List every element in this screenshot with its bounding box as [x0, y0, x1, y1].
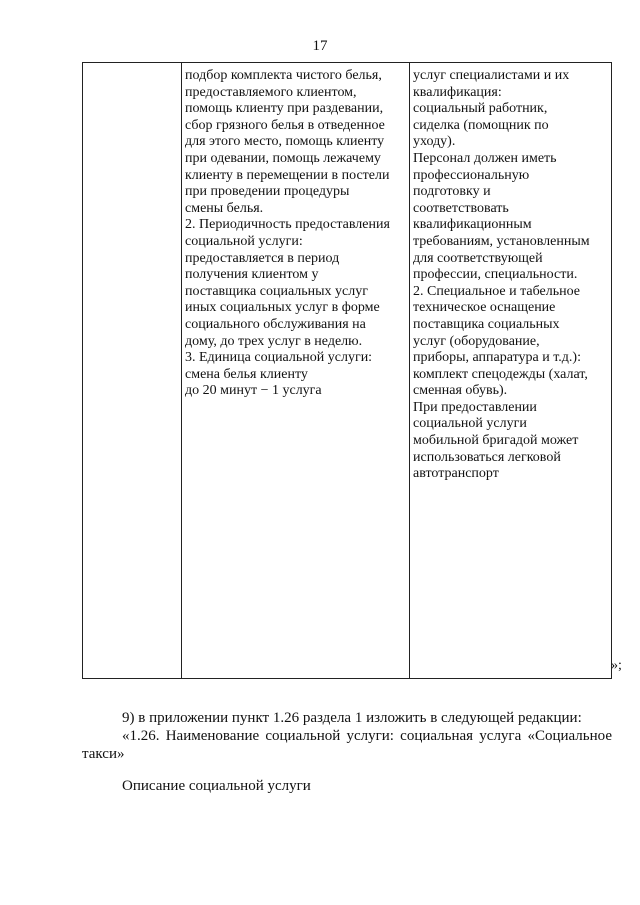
text-line: до 20 минут − 1 услуга: [185, 383, 322, 399]
text-line: соответствовать: [413, 200, 509, 216]
text-line: подбор комплекта чистого белья,: [185, 68, 382, 83]
text-line: сменная обувь).: [413, 383, 508, 399]
text-line: поставщика социальных: [413, 316, 560, 332]
service-name-line-2: такси»: [82, 746, 125, 762]
text-line: социального обслуживания на: [185, 316, 366, 332]
text-line: приборы, аппаратура и т.д.):: [413, 350, 581, 366]
section-heading-paragraph: [82, 777, 612, 795]
table-cell-service-description: [182, 63, 410, 679]
text-line: услуг (оборудование,: [413, 333, 540, 349]
text-line: 2. Периодичность предоставления: [185, 217, 390, 233]
text-line: для соответствующей: [413, 250, 543, 266]
text-line: социальной услуги: [413, 416, 527, 432]
text-line: использоваться легковой: [413, 449, 561, 465]
service-name-line-1: «1.26. Наименование социальной услуги: социальная услуга «Социальное: [122, 728, 612, 744]
text-line: при одевании, помощь лежачему: [185, 150, 381, 166]
text-line: клиенту в перемещении в постели: [185, 167, 390, 183]
text-line: сбор грязного белья в отведенное: [185, 117, 385, 133]
text-line: требованиям, установленным: [413, 233, 590, 249]
text-line: 3. Единица социальной услуги:: [185, 350, 373, 366]
table-cell-empty: [83, 63, 182, 679]
text-line: мобильной бригадой может: [413, 433, 579, 449]
text-line: подготовку и: [413, 184, 491, 200]
text-line: квалификация:: [413, 84, 502, 100]
text-line: автотранспорт: [413, 466, 499, 482]
text-line: квалификационным: [413, 217, 532, 233]
service-description-heading: Описание социальной услуги: [122, 778, 311, 794]
text-line: иных социальных услуг в форме: [185, 300, 380, 316]
services-table: [82, 62, 612, 679]
text-line: комплект спецодежды (халат,: [413, 366, 588, 382]
text-line: смены белья.: [185, 200, 264, 216]
text-line: профессиональную: [413, 167, 530, 183]
text-line: сиделка (помощник по: [413, 117, 549, 133]
text-line: предоставляемого клиентом,: [185, 84, 357, 100]
text-line: предоставляется в период: [185, 250, 340, 266]
text-line: смена белья клиенту: [185, 366, 308, 382]
page-number: 17: [312, 38, 328, 54]
text-line: При предоставлении: [413, 399, 537, 415]
text-line: при проведении процедуры: [185, 184, 350, 200]
text-line: Персонал должен иметь: [413, 150, 557, 166]
amendment-paragraph: [82, 709, 612, 727]
text-line: 2. Специальное и табельное: [413, 283, 581, 299]
text-line: социальный работник,: [413, 101, 548, 117]
text-line: дому, до трех услуг в неделю.: [185, 333, 363, 349]
text-line: получения клиентом у: [185, 267, 319, 283]
amendment-text: 9) в приложении пункт 1.26 раздела 1 изложить в следующей редакции:: [122, 710, 582, 726]
text-line: социальной услуги:: [185, 233, 303, 249]
text-line: поставщика социальных услуг: [185, 283, 368, 299]
service-name-paragraph: [82, 727, 612, 763]
table-cell-staff-requirements: [410, 63, 612, 679]
text-line: профессии, специальности.: [413, 267, 578, 283]
text-line: для этого место, помощь клиенту: [185, 134, 385, 150]
text-line: помощь клиенту при раздевании,: [185, 101, 384, 117]
text-line: уходу).: [413, 134, 456, 150]
text-line: техническое оснащение: [413, 300, 556, 316]
table-row: [83, 63, 612, 679]
closing-quote-mark: »;: [611, 658, 622, 673]
text-line: услуг специалистами и их: [413, 68, 570, 83]
